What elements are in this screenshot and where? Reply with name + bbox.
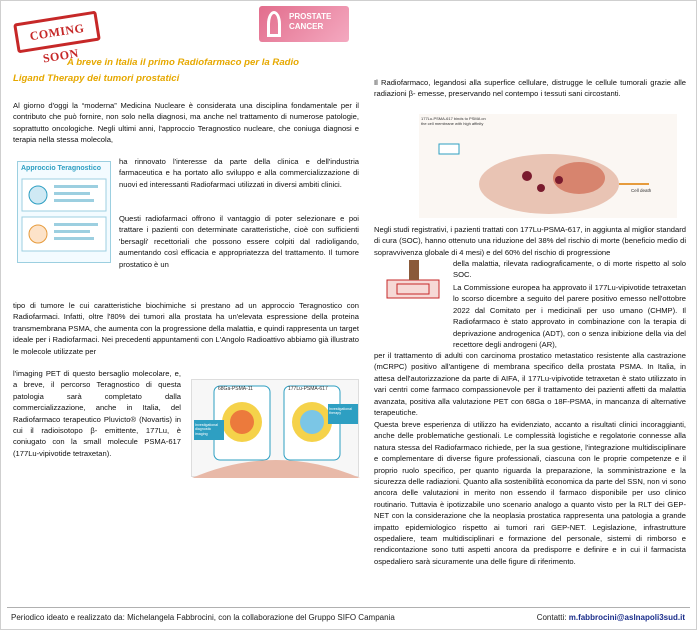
footer-contacts: Contatti: m.fabbrocini@aslnapoli3sud.it [536, 613, 685, 622]
paragraph-mechanism: Il Radiofarmaco, legandosi alla superfice cellulare, distrugge le cellule tumorali grazie alle radiazioni β- emesse, preservando nel contempo i tessuti sani circostanti. [374, 78, 686, 99]
paragraph-intro-b: ha rinnovato l'interesse da parte della clinica e dell'industria farmaceutica e ha portato allo sviluppo e alla commercializzazione di nuovi ed interessanti Radiofarmaci utilizzati in diversi ambiti clinici. [119, 157, 359, 189]
paragraph-approval-b: per il trattamento di adulti con carcinoma prostatico metastatico resistente alla castrazione (mCRPC) positivo all'antigene di membrana specifico della prostata PSMA. In Italia, in attesa dell'autorizzazione da parte di AIFA, il 177Lu-vipivotide tetraxetan è stato utilizzato in vari centri come farmaco compassionevole per il trattamento dei pazienti affetti da malattia avanzata, positiva alla valutazione PET con 68Ga o 18F-PSMA, in mancanza di alternative terapeutiche. [374, 351, 686, 418]
ema-stamp-image [381, 258, 447, 302]
footer [11, 613, 691, 622]
article-title: A breve in Italia il primo Radiofarmaco per la Radio Ligand Therapy dei tumori prostatici [13, 57, 300, 84]
ribbon-icon [267, 11, 281, 37]
paragraph-approval: La Commissione europea ha approvato il 177Lu-vipivotide tetraxetan lo scorso dicembre a seguito del parere positivo emesso nell'ottobre 2022 dal Comitato per i medicinali per uso umano (CHMP). Il Radiofarmaco è stato approvato in combinazione con la terapia di deprivazione androgenica (ADT), con o senza inibizione della via del recettore degli androgeni (AR), [453, 283, 686, 350]
paragraph-studies: Negli studi registrativi, i pazienti trattati con 177Lu-PSMA-617, in aggiunta al miglior standard di cura (SOC), hanno ottenuto una riduzione del 38% del rischio di morte (beneficio medio di sopravvivenza globale di 4 mesi) e del 60% del rischio di progressione [374, 225, 686, 257]
footer-divider [7, 607, 690, 608]
psma-figure: 68Ga-PSMA-11 177Lu-PSMA-617 Investigational diagnostic imaging Investigational therapy [191, 379, 359, 477]
cell-diagram [419, 114, 677, 218]
banner-text: PROSTATE CANCER [289, 12, 332, 31]
coming-soon-stamp: COMING SOON [13, 11, 101, 54]
paragraph-pluvicto: l'imaging PET di questo bersaglio molecolare, e, a breve, il percorso Teragnostico di questa patologia sarà completato dalla commercializzazione, anche in Italia, del Radiofarmaco terapeutico Pluvicto® (Novartis) in cui il radioisotopo β- emittente, 177Lu, è coniugato con la small molecule PSMA-617 (177Lu-vipivotide tetraxetan). [13, 369, 181, 458]
paragraph-studies-b: della malattia, rilevata radiograficamente, o di morte rispetto al solo SOC. [453, 259, 686, 280]
paragraph-intro: Al giorno d'oggi la “moderna” Medicina Nucleare è considerata una disciplina fondamentale per il contributo che può fornire, non solo nella diagnosi, ma anche nel trattamento di numerose patologie, soprattutto oncologiche. Negli ultimi anni, l'approccio Teragnostico nucleare, che coniuga diagnosi e terapia nella stessa molecola, [13, 101, 359, 145]
mechanism-figure: 177Lu-PSMA-617 binds to PSMA on the cell membrane with high affinity Cell death [419, 114, 677, 218]
stamp-icon [381, 258, 447, 302]
teragnostic-diagram [18, 175, 110, 257]
paragraph-psma: tipo di tumore le cui caratteristiche biochimiche si prestano ad un approccio Teragnostico con Radiofarmaci. Infatti, oltre l'80% dei tumori alla prostata ha un'elevata espressione della proteina transmembrana PSMA, che aumenta con la progressione della malattia, e quindi rappresenta un target ideale per i Radiofarmaci. Nei precedenti appuntamenti con L'Angolo Radioattivo abbiamo già illustrato le molecole utilizzate per [13, 301, 359, 356]
paragraph-intro-c: Questi radiofarmaci offrono il vantaggio di poter selezionare e poi trattare i pazienti con determinate caratteristiche, cioè con sufficienti 'bersagli' recettoriali che possono essere colpiti dal radioligando, aumentando così efficacia e appropriatezza del trattamento. Il tumore prostatico è un [119, 214, 359, 269]
footer-credits: Periodico ideato e realizzato da: Michelangela Fabbrocini, con la collaborazione del Gruppo SIFO Campania [11, 613, 395, 622]
prostate-cancer-banner [259, 6, 349, 42]
approccio-teragnostico-figure: Approccio Teragnostico [17, 161, 111, 263]
paragraph-management: Questa breve esperienza di utilizzo ha evidenziato, accanto a risultati clinici incoraggianti, anche delle problematiche gestionali. Le complessità logistiche e regolatorie connesse alla natura stessa del Radiofarmaco richiede, per la sua gestione, l'integrazione multidisciplinare e complementare di diverse figure professionali, ciascuna con le proprie competenze e il proprio ruolo specifico, per quanto riguarda la preparazione, la somministrazione e la sicurezza delle radiazioni. Quanto alla sostenibilità economica da parte del SSN, non vi sono ancora delle valutazioni in merito non essendo il farmaco disponibile per uso clinico routinario. Tuttavia è ipotizzabile uno scenario analogo a quanto visto per la RLT dei GEP-NET con la considerazione che la neoplasia prostatica rappresenta una patologia a grande impatto epidemiologico rispetto ai tumori rari GEP-NET. Legislazione, infrastrutture ospedaliere, team multidisciplinari e formazione del personale, sistemi di rimborso e rendicontazione sono tutti aspetti ancora da predisporre e definire e in cui il farmacista ospedaliero sarà sicuramente una delle figure di riferimento. [374, 420, 686, 566]
contact-email[interactable]: m.fabbrocini@aslnapoli3sud.it [568, 613, 685, 622]
